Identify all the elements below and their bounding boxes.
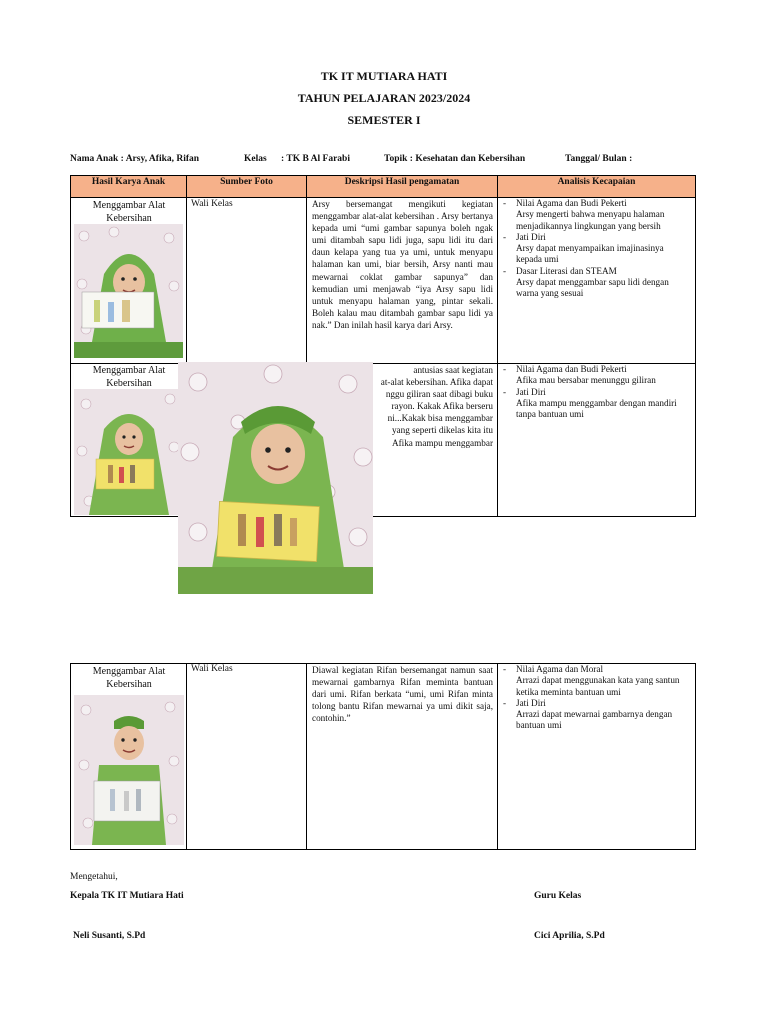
row2-karya: Menggambar Alat Kebersihan [92,365,166,389]
col-line [186,663,187,850]
child-names: Nama Anak : Arsy, Afika, Rifan [70,154,200,164]
photo-rifan [74,695,184,845]
kepala-label: Kepala TK IT Mutiara Hati [70,891,184,901]
row2-deskripsi: antusias saat kegiatan at-alat kebersihan. Afika dapat nggu giliran saat dibagi buku rayon. Kakak Afika berseru ni...Kakak bisa menggambar yang seperti dikelas kita itu Afika mampu menggambar [380,365,493,448]
row3-sumber: Wali Kelas [191,664,233,674]
photo-afika-large [178,362,373,594]
row3-deskripsi: Diawal kegiatan Rifan bersemangat namun saat mewarnai gambarnya Rifan meminta bantuan dari umi. Rifan berkata “umi, umi Rifan minta tolong bantu Rifan mewarnai ya umi dikit saja, contohin.” [312,665,493,724]
school-title: TK IT MUTIARA HATI [320,69,448,83]
col-line [70,175,71,517]
row1-deskripsi: Arsy bersemangat mengikuti kegiatan menggambar alat-alat kebersihan . Arsy bertanya kepada umi “umi gambar sapunya boleh ngak umi ditambah sapu lidi juga, sapu lidi itu dari daun kelapa yang tua ya umi, untuk menyapu halaman kan umi, biar bersih, Arsy nanti mau mewarnai coklat gambar sapunya” dan kemudian umi menjawab “iya Arsy sapu lidi untuk menyapu halaman yang, pintar sekali. Boleh kalau mau ditambah gambar sapu lidi ya nak.” Dan inilah hasil karya dari Arsy. [312,199,493,330]
row3-analisis: - Nilai Agama dan Moral Arrazi dapat menggunakan kata yang santun ketika meminta bantuan umi - Jati Diri Arrazi dapat mewarnai gambarnya dengan bantuan umi [503,664,680,731]
header-deskripsi: Deskripsi Hasil pengamatan [307,175,497,197]
guru-name: Cici Aprilia, S.Pd [534,931,605,941]
academic-year: TAHUN PELAJARAN 2023/2024 [297,91,471,105]
table2-border-bottom [70,849,696,850]
row1-analisis: - Nilai Agama dan Budi Pekerti Arsy mengerti bahwa menyapu halaman menjadikannya lingkungan yang bersih - Jati Diri Arsy dapat menyampaikan imajinasinya kepada umi - Dasar Literasi dan STEAM Arsy dapat menggambar sapu lidi dengan warna yang sesuai [503,198,669,299]
col-line [695,175,696,517]
topic: Topik : Kesehatan dan Kebersihan [384,154,526,164]
row1-sumber: Wali Kelas [191,199,233,209]
row2-analisis: - Nilai Agama dan Budi Pekerti Afika mau bersabar menunggu giliran - Jati Diri Afika mampu menggambar dengan mandiri tanpa bantuan umi [503,364,677,420]
date-month: Tanggal/ Bulan : [565,154,633,164]
class-value: : TK B Al Farabi [281,154,350,164]
col-line [70,663,71,850]
semester-title: SEMESTER I [347,113,421,127]
table-border-top [70,175,696,176]
photo-afika-small [74,389,183,515]
header-sumber-foto: Sumber Foto [187,175,306,197]
guru-label: Guru Kelas [534,891,582,901]
photo-arsy [74,224,183,358]
row1-karya: Menggambar Alat Kebersihan [92,200,166,224]
header-hasil-karya: Hasil Karya Anak [71,175,186,197]
col-line [497,175,498,517]
col-line [306,663,307,850]
table-border-bottom [70,516,696,517]
header-analisis: Analisis Kecapaian [498,175,695,197]
row3-karya: Menggambar Alat Kebersihan [92,666,166,690]
col-line [497,663,498,850]
mengetahui-text: Mengetahui, [70,872,118,882]
col-line [695,663,696,850]
class-label: Kelas [244,154,267,164]
kepala-name: Neli Susanti, S.Pd [73,931,146,941]
